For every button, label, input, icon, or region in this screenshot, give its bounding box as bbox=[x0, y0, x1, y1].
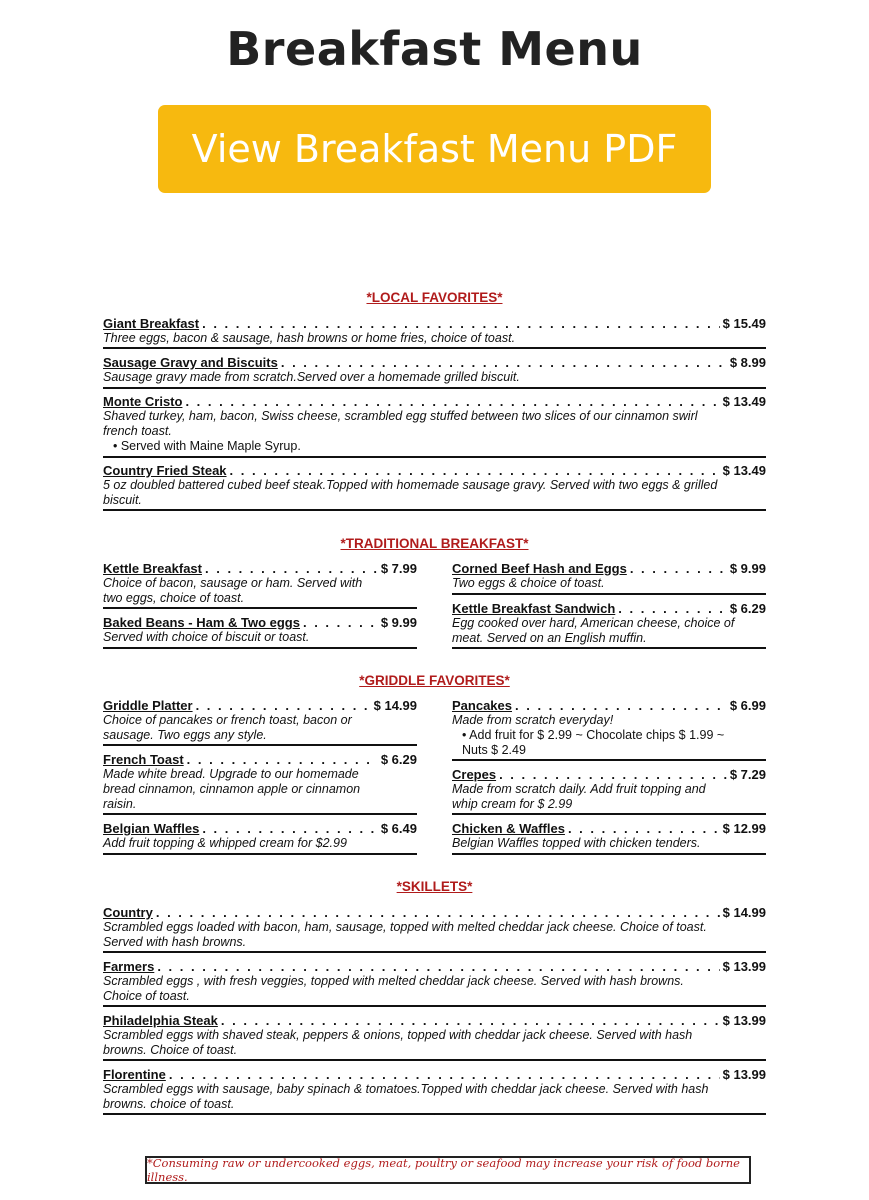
dot-leader bbox=[169, 1067, 720, 1082]
item-note: • Add fruit for $ 2.99 ~ Chocolate chips $ 1.99 ~ Nuts $ 2.49 bbox=[462, 728, 725, 757]
item-description: Scrambled eggs loaded with bacon, ham, sausage, topped with melted cheddar jack cheese. Choice of toast. Served with hash browns. bbox=[103, 920, 707, 949]
item-price: $ 7.99 bbox=[380, 561, 417, 576]
dot-leader bbox=[303, 615, 378, 630]
item-price: $ 6.29 bbox=[380, 752, 417, 767]
menu-item bbox=[103, 394, 766, 458]
dot-leader bbox=[221, 1013, 720, 1028]
item-description: Belgian Waffles topped with chicken tenders. bbox=[452, 836, 701, 850]
item-price: $ 6.29 bbox=[729, 601, 766, 616]
item-description: Shaved turkey, ham, bacon, Swiss cheese, scrambled egg stuffed between two slices of our cinnamon swirl french toast. bbox=[103, 409, 698, 438]
item-description: Two eggs & choice of toast. bbox=[452, 576, 605, 590]
dot-leader bbox=[156, 905, 720, 920]
food-safety-warning: *Consuming raw or undercooked eggs, meat, poultry or seafood may increase your risk of food borne illness. bbox=[145, 1156, 751, 1184]
item-name: Corned Beef Hash and Eggs bbox=[452, 561, 627, 576]
section-title-griddle-favorites: *GRIDDLE FAVORITES* bbox=[359, 673, 510, 688]
item-name: Florentine bbox=[103, 1067, 166, 1082]
menu-item bbox=[103, 316, 766, 349]
dot-leader bbox=[202, 821, 378, 836]
item-name: Baked Beans - Ham & Two eggs bbox=[103, 615, 300, 630]
menu-item bbox=[452, 821, 766, 855]
item-name: Belgian Waffles bbox=[103, 821, 200, 836]
item-price: $ 12.99 bbox=[722, 821, 766, 836]
dot-leader bbox=[185, 394, 719, 409]
menu-item bbox=[103, 1013, 766, 1061]
item-description: Scrambled eggs with sausage, baby spinach & tomatoes.Topped with cheddar jack cheese. Served with hash browns. choice of toast. bbox=[103, 1082, 709, 1111]
menu-item bbox=[103, 561, 417, 609]
menu-item bbox=[103, 698, 417, 746]
dot-leader bbox=[618, 601, 727, 616]
item-name: Philadelphia Steak bbox=[103, 1013, 218, 1028]
dot-leader bbox=[281, 355, 727, 370]
dot-leader bbox=[205, 561, 378, 576]
section-title-local-favorites: *LOCAL FAVORITES* bbox=[366, 290, 503, 305]
item-description: Made from scratch daily. Add fruit topping and whip cream for $ 2.99 bbox=[452, 782, 706, 811]
item-price: $ 9.99 bbox=[380, 615, 417, 630]
item-price: $ 7.29 bbox=[729, 767, 766, 782]
menu-item bbox=[452, 767, 766, 815]
dot-leader bbox=[499, 767, 727, 782]
item-price: $ 9.99 bbox=[729, 561, 766, 576]
menu-item bbox=[103, 905, 766, 953]
item-note: • Served with Maine Maple Syrup. bbox=[113, 439, 301, 453]
section-title-skillets: *SKILLETS* bbox=[396, 879, 473, 894]
item-name: Giant Breakfast bbox=[103, 316, 200, 331]
menu-item bbox=[103, 463, 766, 511]
item-name: Pancakes bbox=[452, 698, 512, 713]
item-name: Country Fried Steak bbox=[103, 463, 227, 478]
menu-item bbox=[103, 959, 766, 1007]
section-title-traditional-breakfast: *TRADITIONAL BREAKFAST* bbox=[340, 536, 529, 551]
dot-leader bbox=[568, 821, 720, 836]
item-name: Crepes bbox=[452, 767, 497, 782]
item-description: Scrambled eggs , with fresh veggies, topped with melted cheddar jack cheese. Served with hash browns. Choice of toast. bbox=[103, 974, 684, 1003]
item-price: $ 14.99 bbox=[722, 905, 766, 920]
item-description: 5 oz doubled battered cubed beef steak.Topped with homemade sausage gravy. Served with two eggs & grilled biscuit. bbox=[103, 478, 718, 507]
dot-leader bbox=[202, 316, 720, 331]
item-price: $ 13.49 bbox=[722, 463, 766, 478]
item-price: $ 6.49 bbox=[380, 821, 417, 836]
item-name: Kettle Breakfast Sandwich bbox=[452, 601, 616, 616]
item-description: Three eggs, bacon & sausage, hash browns or home fries, choice of toast. bbox=[103, 331, 516, 345]
item-description: Served with choice of biscuit or toast. bbox=[103, 630, 310, 644]
page-title: Breakfast Menu bbox=[226, 22, 643, 76]
menu-item bbox=[452, 561, 766, 595]
item-price: $ 13.99 bbox=[722, 959, 766, 974]
item-description: Choice of pancakes or french toast, bacon or sausage. Two eggs any style. bbox=[103, 713, 352, 742]
item-price: $ 8.99 bbox=[729, 355, 766, 370]
item-price: $ 15.49 bbox=[722, 316, 766, 331]
item-name: Chicken & Waffles bbox=[452, 821, 565, 836]
item-price: $ 13.49 bbox=[722, 394, 766, 409]
item-price: $ 13.99 bbox=[722, 1013, 766, 1028]
dot-leader bbox=[196, 698, 371, 713]
item-price: $ 14.99 bbox=[373, 698, 417, 713]
menu-item bbox=[452, 698, 766, 761]
item-description: Egg cooked over hard, American cheese, choice of meat. Served on an English muffin. bbox=[452, 616, 735, 645]
item-description: Sausage gravy made from scratch.Served over a homemade grilled biscuit. bbox=[103, 370, 520, 384]
dot-leader bbox=[230, 463, 720, 478]
dot-leader bbox=[157, 959, 719, 974]
item-description: Add fruit topping & whipped cream for $2.99 bbox=[103, 836, 347, 850]
item-name: Griddle Platter bbox=[103, 698, 193, 713]
item-description: Scrambled eggs with shaved steak, peppers & onions, topped with cheddar jack cheese. Served with hash browns. Choice of toast. bbox=[103, 1028, 693, 1057]
item-name: Kettle Breakfast bbox=[103, 561, 202, 576]
view-pdf-button[interactable]: View Breakfast Menu PDF bbox=[158, 105, 711, 193]
item-name: French Toast bbox=[103, 752, 184, 767]
item-description: Made from scratch everyday! bbox=[452, 713, 614, 727]
menu-item bbox=[452, 601, 766, 649]
item-name: Farmers bbox=[103, 959, 155, 974]
item-name: Sausage Gravy and Biscuits bbox=[103, 355, 278, 370]
dot-leader bbox=[187, 752, 378, 767]
item-name: Country bbox=[103, 905, 153, 920]
menu-item bbox=[103, 821, 417, 855]
item-description: Made white bread. Upgrade to our homemade bread cinnamon, cinnamon apple or cinnamon raisin. bbox=[103, 767, 361, 811]
item-description: Choice of bacon, sausage or ham. Served with two eggs, choice of toast. bbox=[103, 576, 363, 605]
item-price: $ 6.99 bbox=[729, 698, 766, 713]
menu-item bbox=[103, 1067, 766, 1115]
menu-item bbox=[103, 752, 417, 815]
menu-item bbox=[103, 615, 417, 649]
dot-leader bbox=[630, 561, 727, 576]
dot-leader bbox=[515, 698, 727, 713]
item-name: Monte Cristo bbox=[103, 394, 183, 409]
menu-item bbox=[103, 355, 766, 389]
item-price: $ 13.99 bbox=[722, 1067, 766, 1082]
